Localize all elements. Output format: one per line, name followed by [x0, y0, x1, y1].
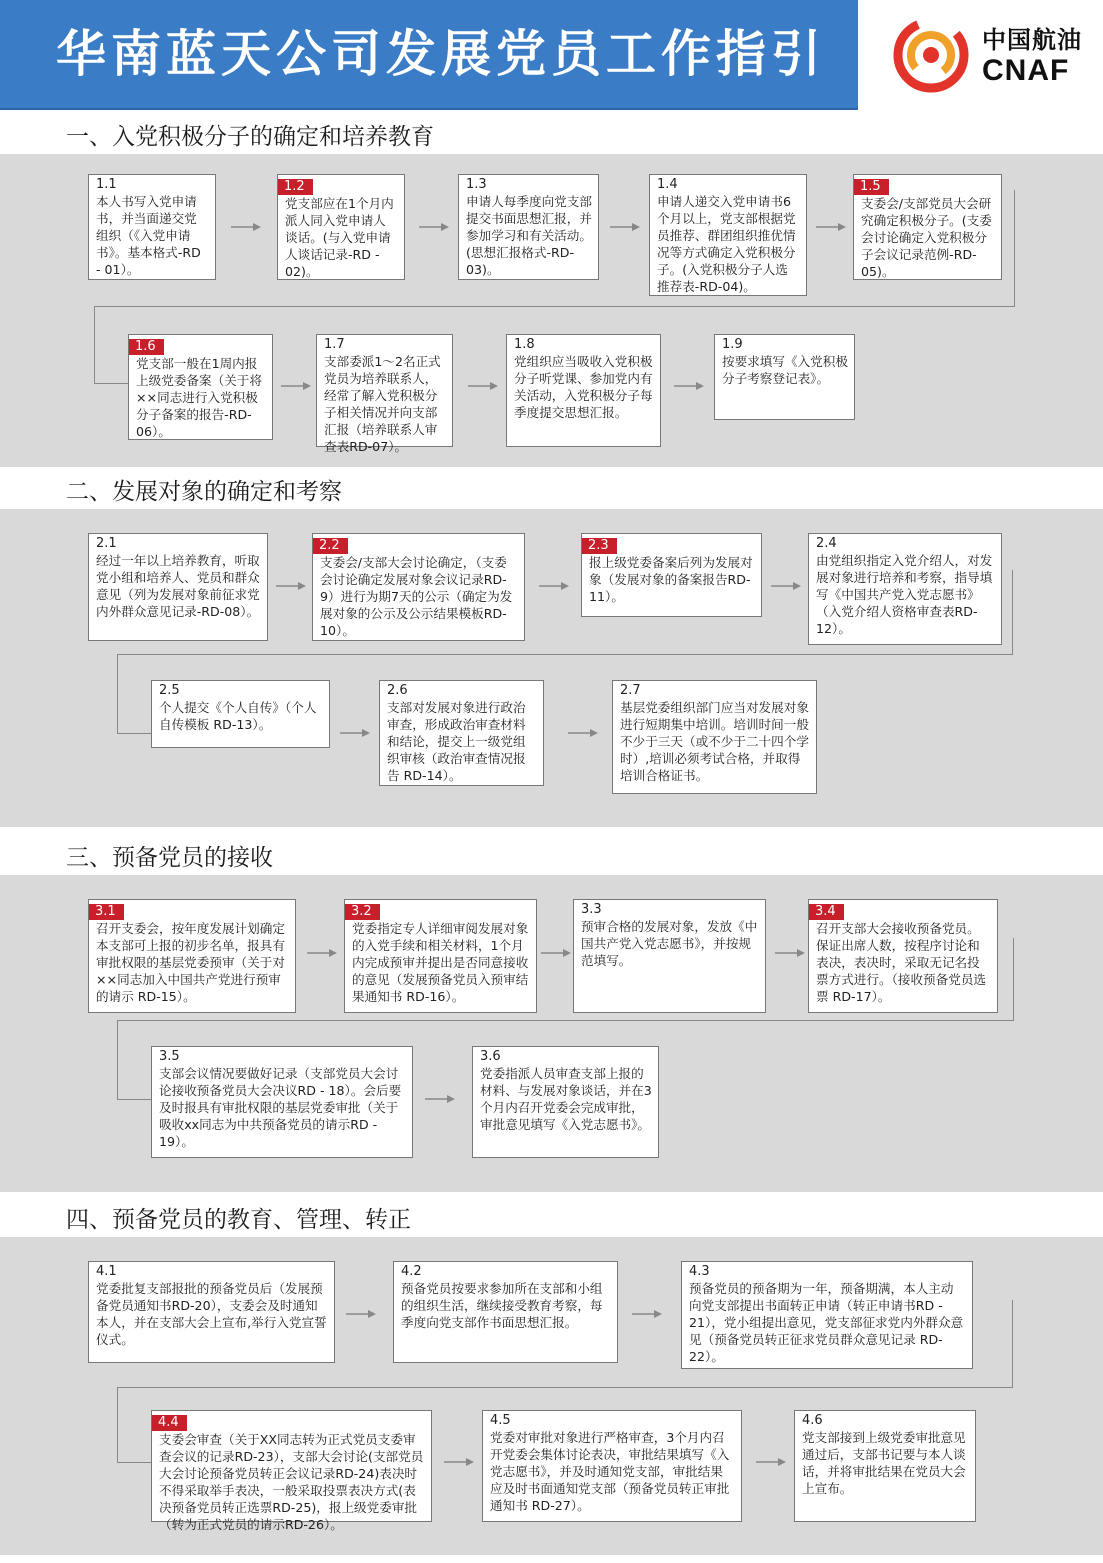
step-number: 4.5	[490, 1413, 511, 1428]
title-banner	[0, 0, 858, 110]
step-3-5	[151, 1046, 413, 1158]
step-text: 预备党员按要求参加所在支部和小组的组织生活，继续接受教育考察，每季度向党支部作书面思想汇报。	[401, 1281, 603, 1330]
flow-arrow-icon	[281, 380, 311, 392]
step-text: 申请人每季度向党支部提交书面思想汇报，并参加学习和有关活动。(思想汇报格式-RD-03)。	[466, 194, 592, 277]
step-2-7	[612, 680, 817, 794]
step-number: 1.9	[722, 337, 743, 352]
section-4-title: 四、预备党员的教育、管理、转正	[66, 1207, 411, 1233]
flow-arrow-icon	[674, 380, 704, 392]
step-number: 3.3	[581, 902, 602, 917]
section-1-title: 一、入党积极分子的确定和培养教育	[66, 124, 434, 150]
step-text: 基层党委组织部门应当对发展对象进行短期集中培训。培训时间一般不少于三天（或不少于二十四个学时）,培训必须考试合格，并取得培训合格证书。	[620, 700, 809, 783]
step-number-badge: 4.4	[152, 1415, 187, 1431]
step-number: 3.5	[159, 1049, 180, 1064]
step-4-6	[794, 1410, 976, 1522]
step-3-6	[472, 1046, 659, 1158]
step-number: 1.3	[466, 177, 487, 192]
step-text: 报上级党委备案后列为发展对象（发展对象的备案报告RD-11）。	[589, 555, 753, 604]
logo-chinese-name: 中国航油	[982, 26, 1082, 54]
logo-area	[858, 0, 1103, 110]
step-text: 党委指派人员审查支部上报的材料、与发展对象谈话，并在3个月内召开党委会完成审批，审批意见填写《入党志愿书》。	[480, 1066, 652, 1132]
row-connector	[117, 570, 1013, 655]
step-number: 1.4	[657, 177, 678, 192]
step-number: 3.6	[480, 1049, 501, 1064]
step-text: 按要求填写《入党积极分子考察登记表》。	[722, 354, 848, 386]
step-text: 召开支部大会接收预备党员。保证出席人数，按程序讨论和表决，表决时，采取无记名投票方式进行。（接收预备党员选票 RD-17）。	[816, 921, 987, 1004]
row-connector	[117, 1387, 153, 1463]
step-number: 2.1	[96, 536, 117, 551]
step-2-5	[151, 680, 330, 748]
step-number-badge: 3.4	[809, 904, 844, 920]
step-text: 由党组织指定入党介绍人，对发展对象进行培养和考察，指导填写《中国共产党入党志愿书》（入党介绍人资格审查表RD-12）。	[816, 553, 993, 636]
step-text: 支部会议情况要做好记录（支部党员大会讨论接收预备党员大会决议RD - 18）。会后要及时报具有审批权限的基层党委审批（关于吸收xx同志为中共预备党员的请示RD - 19）。	[159, 1066, 402, 1149]
step-number: 2.6	[387, 683, 408, 698]
step-1-6	[128, 334, 273, 440]
row-connector	[117, 1300, 1013, 1388]
step-text: 党委指定专人详细审阅发展对象的入党手续和相关材料，1个月内完成预审并提出是否同意接收的意见（发展预备党员入预审结果通知书 RD-16）。	[352, 921, 529, 1004]
step-text: 党委批复支部报批的预备党员后（发展预备党员通知书RD-20），支委会及时通知本人，并在支部大会上宣布,举行入党宣誓仪式。	[96, 1281, 327, 1347]
page-title: 华南蓝天公司发展党员工作指引	[56, 25, 826, 83]
cnaf-logo-icon	[894, 18, 968, 92]
step-text: 支部委派1～2名正式党员为培养联系人，经常了解入党积极分子相关情况并向支部汇报（培养联系人审查表RD-07）。	[324, 354, 441, 454]
step-number: 2.7	[620, 683, 641, 698]
step-text: 党支部一般在1周内报上级党委备案（关于将××同志进行入党积极分子备案的报告-RD-06）。	[136, 356, 262, 439]
step-text: 支委会/支部党员大会研究确定积极分子。(支委会讨论确定入党积极分子会议记录范例-RD-05)。	[861, 196, 992, 279]
step-number: 1.1	[96, 177, 117, 192]
step-number: 2.5	[159, 683, 180, 698]
step-number-badge: 1.5	[854, 179, 889, 195]
step-2-6	[379, 680, 544, 786]
flow-arrow-icon	[425, 1093, 455, 1105]
step-text: 党支部接到上级党委审批意见通过后，支部书记要与本人谈话，并将审批结果在党员大会上宣布。	[802, 1430, 966, 1496]
step-text: 党支部应在1个月内派人同入党申请人谈话。(与入党申请人谈话记录-RD - 02)。	[285, 196, 394, 279]
step-text: 支部对发展对象进行政治审查，形成政治审查材料和结论，提交上一级党组织审核（政治审查情况报告 RD-14）。	[387, 700, 526, 783]
flow-arrow-icon	[468, 380, 498, 392]
row-connector	[117, 938, 1014, 1021]
step-1-7	[316, 334, 453, 454]
step-number: 1.8	[514, 337, 535, 352]
step-number: 4.3	[689, 1264, 710, 1279]
step-text: 党组织应当吸收入党积极分子听党课、参加党内有关活动，入党积极分子每季度提交思想汇报。	[514, 354, 653, 420]
row-connector	[94, 190, 1015, 307]
section-3-title: 三、预备党员的接收	[66, 845, 273, 871]
step-number: 1.7	[324, 337, 345, 352]
step-text: 本人书写入党申请书，并当面递交党组织（《入党申请书》。基本格式-RD - 01）。	[96, 194, 201, 277]
step-4-5	[482, 1410, 742, 1522]
row-connector	[94, 306, 130, 384]
flow-arrow-icon	[756, 1456, 786, 1468]
step-number: 2.4	[816, 536, 837, 551]
step-text: 预备党员的预备期为一年，预备期满，本人主动向党支部提出书面转正申请（转正申请书RD - 21），党小组提出意见，党支部征求党内外群众意见（预备党员转正征求党员群众意见记录 RD-22）。	[689, 1281, 964, 1364]
step-text: 经过一年以上培养教育，听取党小组和培养人、党员和群众意见（列为发展对象前征求党内外群众意见记录-RD-08）。	[96, 553, 260, 619]
flow-arrow-icon	[444, 1456, 474, 1468]
flow-arrow-icon	[340, 727, 370, 739]
step-1-9	[714, 334, 855, 420]
step-text: 支委会/支部大会讨论确定，（支委会讨论确定发展对象会议记录RD-9）进行为期7天的公示（确定为发展对象的公示及公示结果模板RD-10）。	[320, 555, 513, 638]
step-number-badge: 1.6	[129, 339, 164, 355]
step-1-8	[506, 334, 661, 447]
logo-english-name: CNAF	[982, 54, 1070, 87]
step-text: 党委对审批对象进行严格审查，3个月内召开党委会集体讨论表决，审批结果填写《入党志愿书》，并及时通知党支部，审批结果应及时书面通知党支部（预备党员转正审批通知书 RD-27）。	[490, 1430, 730, 1513]
step-text: 个人提交《个人自传》（个人自传模板 RD-13）。	[159, 700, 317, 732]
step-4-4	[151, 1410, 432, 1532]
step-text: 支委会审查（关于XX同志转为正式党员支委审查会议的记录RD-23），支部大会讨论(支部党员大会讨论预备党员转正会议记录RD-24)表决时不得采取举手表决，一般采取投票表决方式(表决预备党员转正选票RD-25)，报上级党委审批（转为正式党员的请示RD-26）。	[159, 1432, 424, 1532]
step-number-badge: 3.2	[345, 904, 380, 920]
row-connector	[117, 654, 153, 734]
flow-arrow-icon	[568, 727, 598, 739]
row-connector	[117, 1020, 153, 1100]
step-text: 预审合格的发展对象，发放《中国共产党入党志愿书》，并按规范填写。	[581, 919, 758, 968]
step-text: 申请人递交入党申请书6个月以上，党支部根据党员推荐、群团组织推优情况等方式确定入党积极分子。(入党积极分子人选推荐表-RD-04)。	[657, 194, 796, 294]
step-text: 召开支委会，按年度发展计划确定本支部可上报的初步名单，报具有审批权限的基层党委预审（关于对××同志加入中国共产党进行预审的请示 RD-15）。	[96, 921, 285, 1004]
step-number-badge: 1.2	[278, 179, 313, 195]
step-number: 4.2	[401, 1264, 422, 1279]
step-number-badge: 3.1	[89, 904, 124, 920]
step-number: 4.1	[96, 1264, 117, 1279]
step-number-badge: 2.2	[313, 538, 348, 554]
step-number-badge: 2.3	[582, 538, 617, 554]
section-2-title: 二、发展对象的确定和考察	[66, 479, 342, 505]
page-header	[0, 0, 1103, 110]
step-number: 4.6	[802, 1413, 823, 1428]
